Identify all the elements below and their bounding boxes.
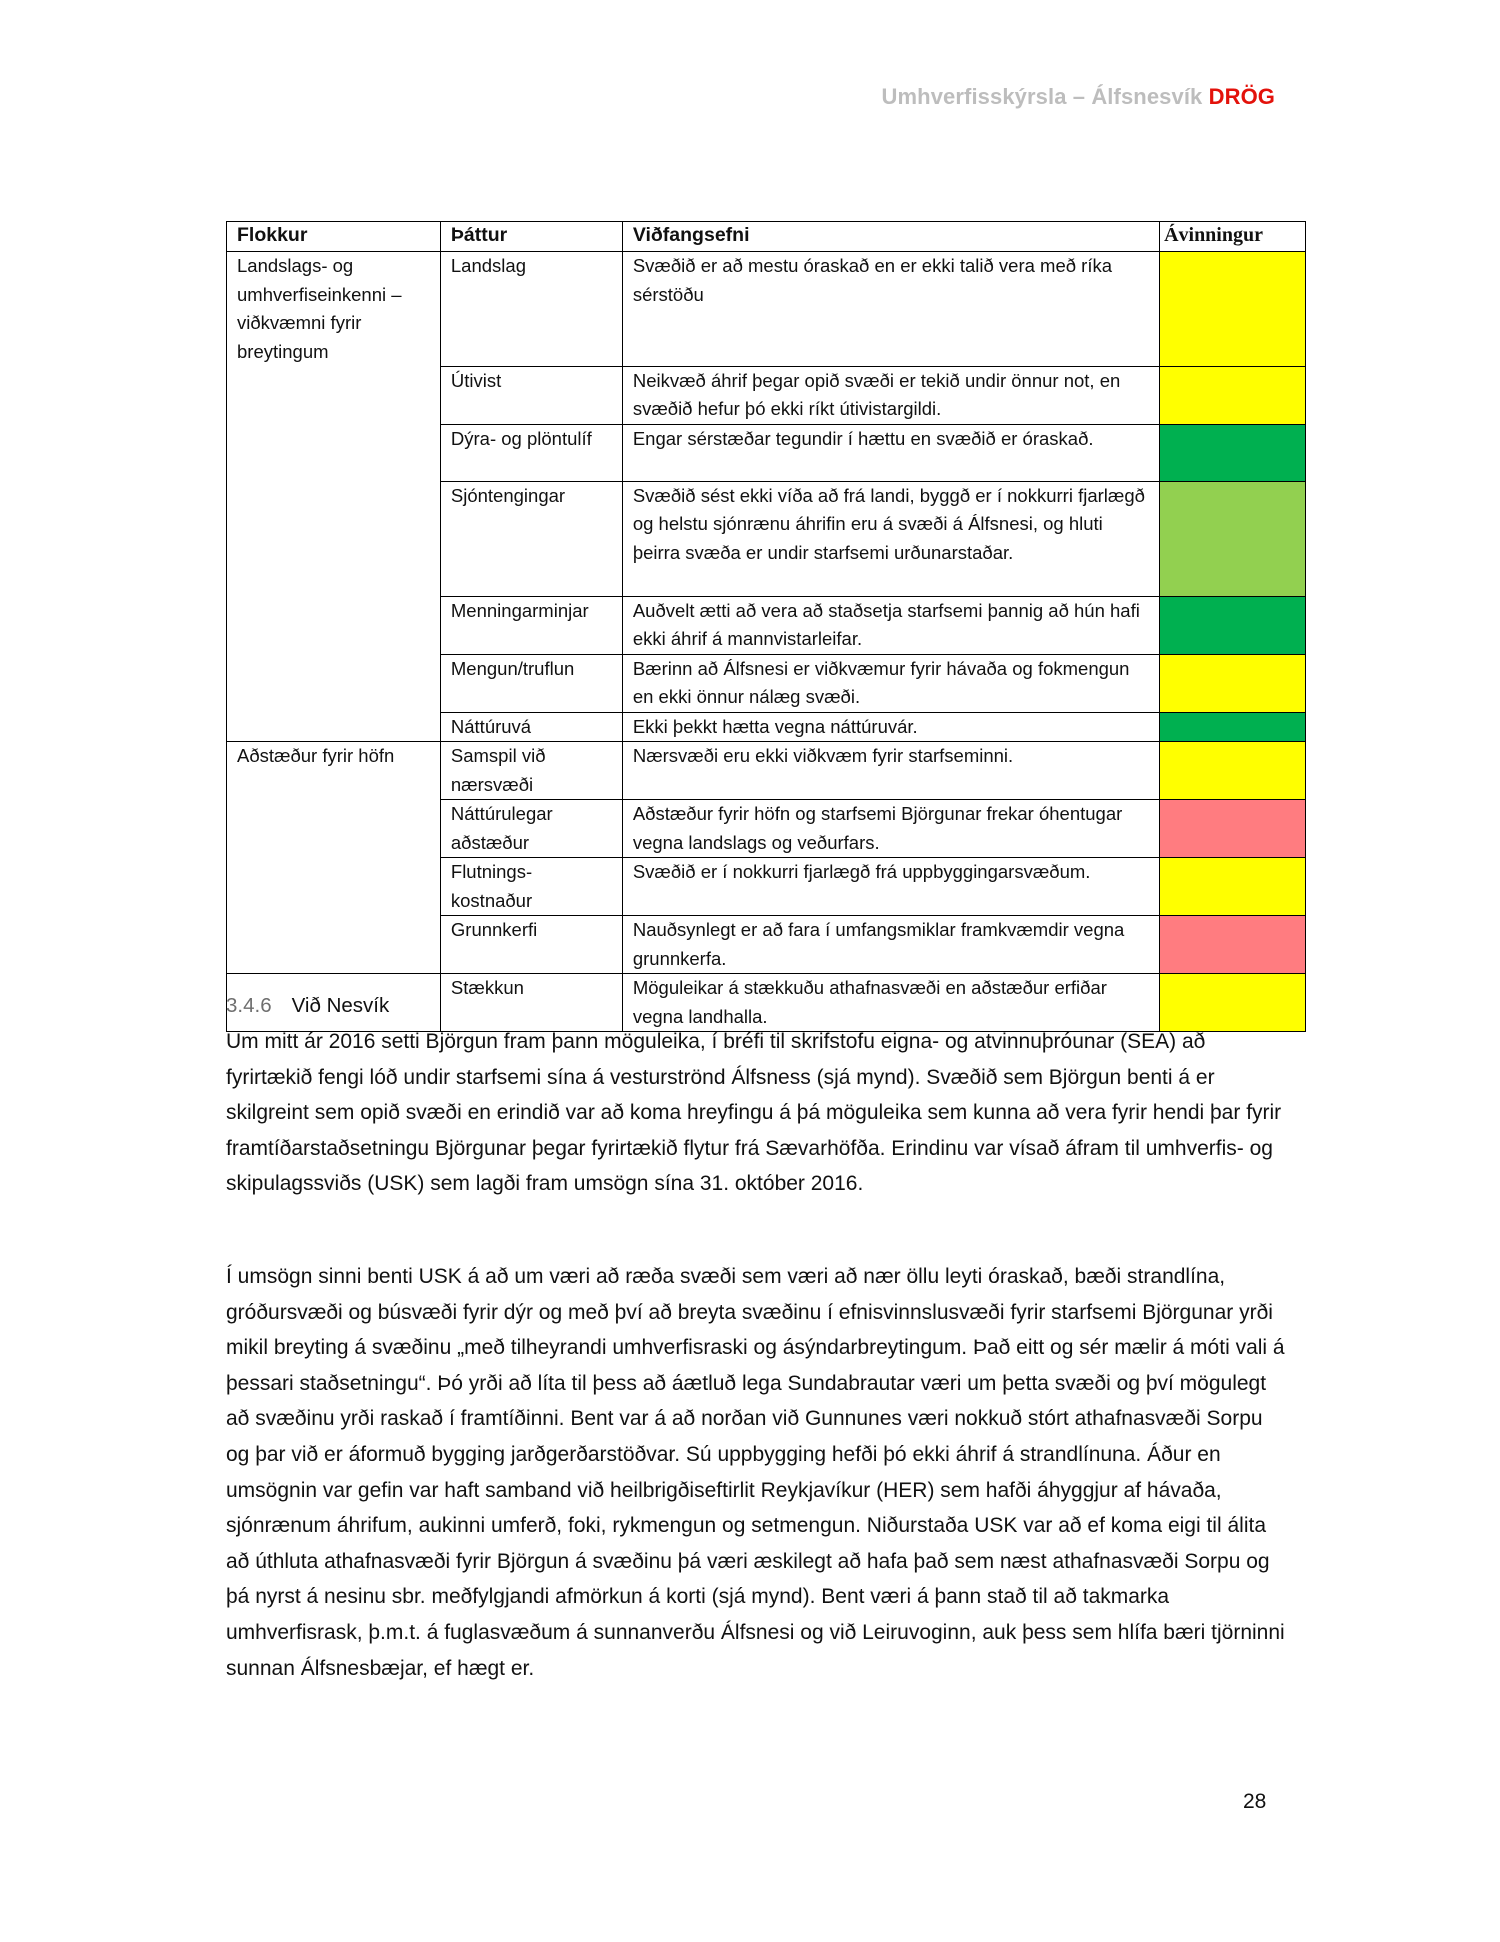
table-row [227,481,1306,596]
rating-swatch-red [1160,800,1306,858]
table-row [227,252,1306,367]
body-paragraph: Í umsögn sinni benti USK á að um væri að ræða svæði sem væri að nær öllu leyti óraskað, bæði strandlína, gróðursvæði og búsvæði fyrir dýr og með því að breyta svæðinu í efnisvinnslusvæði fyrir starfsemi Björgunar yrði mikil breyting á svæðinu „með tilheyrandi umhverfisraski og ásýndarbreytingum. Það eitt og sér mælir á móti vali á þessari staðsetningu“. Þó yrði að líta til þess að áætluð lega Sundabrautar væri um þetta svæði og því mögulegt að svæðinu yrði raskað í framtíðinni. Bent var á að norðan við Gunnunes væri nokkuð stórt athafnasvæði Sorpu og þar við er áformuð bygging jarðgerðarstöðvar. Sú uppbygging hefði þó ekki áhrif á strandlínuna. Áður en umsögnin var gefin var haft samband við heilbrigðiseftirlit Reykjavíkur (HER) sem hafði áhyggjur af hávaða, sjónrænum áhrifum, aukinni umferð, foki, rykmengun og setmengun. Niðurstaða USK var að ef koma eigi til álita að úthluta athafnasvæði fyrir Björgun á svæðinu þá væri æskilegt að hafa það sem næst athafnasvæði Sorpu og þá nyrst á nesinu sbr. meðfylgjandi afmörkun á korti (sjá mynd). Bent væri á þann stað til að takmarka umhverfisrask, þ.m.t. á fuglasvæðum á sunnanverðu Álfsnesi og við Leiruvoginn, auk þess sem hlífa bæri tjörninni sunnan Álfsnesbæjar, ef hægt er. [226,1265,1285,1680]
category-cell: Aðstæður fyrir höfn [227,742,441,800]
section-number: 3.4.6 [226,994,272,1017]
table-header-row [227,222,1306,252]
factor-cell: Mengun/truflun [440,654,622,712]
factor-cell: Útivist [440,366,622,424]
table-row [227,712,1306,742]
factor-cell: Grunnkerfi [440,916,622,974]
rating-swatch-red [1160,916,1306,974]
topic-cell: Engar sérstæðar tegundir í hættu en svæðið er óraskað. [622,424,1159,481]
column-header-category: Flokkur [227,222,441,252]
category-cell-continued [227,481,441,596]
topic-cell: Bærinn að Álfsnesi er viðkvæmur fyrir hávaða og fokmengun en ekki önnur nálæg svæði. [622,654,1159,712]
evaluation-table [226,221,1306,1032]
category-cell: Landslags- og umhverfiseinkenni – viðkvæmni fyrir breytingum [227,252,441,367]
topic-cell: Svæðið sést ekki víða að frá landi, byggð er í nokkurri fjarlægð og helstu sjónrænu áhrifin eru á svæði á Álfsnesi, og hluti þeirra svæða er undir starfsemi urðunarstaðar. [622,481,1159,596]
rating-swatch-yellow [1160,742,1306,800]
topic-cell: Aðstæður fyrir höfn og starfsemi Björgunar frekar óhentugar vegna landslags og veðurfars. [622,800,1159,858]
table-row [227,858,1306,916]
table-row [227,742,1306,800]
topic-cell: Nauðsynlegt er að fara í umfangsmiklar framkvæmdir vegna grunnkerfa. [622,916,1159,974]
category-cell-continued [227,916,441,974]
section-heading [226,994,389,1018]
rating-swatch-yellow [1160,974,1306,1032]
category-cell-continued [227,654,441,712]
category-cell-continued [227,800,441,858]
category-cell-continued [227,366,441,424]
rating-swatch-yellow [1160,366,1306,424]
table-row [227,800,1306,858]
rating-swatch-yellow [1160,858,1306,916]
topic-cell: Möguleikar á stækkuðu athafnasvæði en aðstæður erfiðar vegna landhalla. [622,974,1159,1032]
factor-cell: Menningarminjar [440,596,622,654]
topic-cell: Auðvelt ætti að vera að staðsetja starfsemi þannig að hún hafi ekki áhrif á mannvistarleifar. [622,596,1159,654]
body-paragraph: Um mitt ár 2016 setti Björgun fram þann möguleika, í bréfi til skrifstofu eigna- og atvinnuþróunar (SEA) að fyrirtækið fengi lóð undir starfsemi sína á vesturströnd Álfsness (sjá mynd). Svæðið sem Björgun benti á er skilgreint sem opið svæði en erindið var að koma hreyfingu á þá möguleika sem kunna að vera fyrir hendi þar fyrir framtíðarstaðsetningu Björgunar þegar fyrirtækið flytur frá Sævarhöfða. Erindinu var vísað áfram til umhverfis- og skipulagssviðs (USK) sem lagði fram umsögn sína 31. október 2016. [226,1030,1282,1196]
rating-swatch-yellow [1160,252,1306,367]
category-cell-continued [227,424,441,481]
factor-cell: Stækkun [440,974,622,1032]
factor-cell: Náttúruvá [440,712,622,742]
category-cell-continued [227,858,441,916]
table-row [227,366,1306,424]
category-cell-continued [227,596,441,654]
factor-cell: Samspil við nærsvæði [440,742,622,800]
factor-cell: Flutnings-kostnaður [440,858,622,916]
draft-label: DRÖG [1208,84,1275,109]
topic-cell: Svæðið er að mestu óraskað en er ekki talið vera með ríka sérstöðu [622,252,1159,367]
table-row [227,654,1306,712]
table-row [227,596,1306,654]
factor-cell: Dýra- og plöntulíf [440,424,622,481]
section-title: Við Nesvík [291,994,390,1017]
topic-cell: Svæðið er í nokkurri fjarlægð frá uppbyggingarsvæðum. [622,858,1159,916]
category-cell-continued [227,712,441,742]
factor-cell: Landslag [440,252,622,367]
page-number: 28 [1243,1790,1267,1813]
rating-swatch-dark-green [1160,596,1306,654]
rating-swatch-yellow [1160,654,1306,712]
topic-cell: Neikvæð áhrif þegar opið svæði er tekið undir önnur not, en svæðið hefur þó ekki ríkt útivistargildi. [622,366,1159,424]
topic-cell: Nærsvæði eru ekki viðkvæm fyrir starfseminni. [622,742,1159,800]
topic-cell: Ekki þekkt hætta vegna náttúruvár. [622,712,1159,742]
column-header-topic: Viðfangsefni [622,222,1159,252]
rating-swatch-light-green [1160,481,1306,596]
header-title: Umhverfisskýrsla – Álfsnesvík [881,84,1203,109]
factor-cell: Náttúrulegar aðstæður [440,800,622,858]
column-header-rating: Ávinningur [1160,222,1306,252]
table-row [227,916,1306,974]
rating-swatch-dark-green [1160,712,1306,742]
table-row [227,424,1306,481]
factor-cell: Sjóntengingar [440,481,622,596]
rating-swatch-dark-green [1160,424,1306,481]
column-header-factor: Þáttur [440,222,622,252]
running-header [882,84,1275,110]
